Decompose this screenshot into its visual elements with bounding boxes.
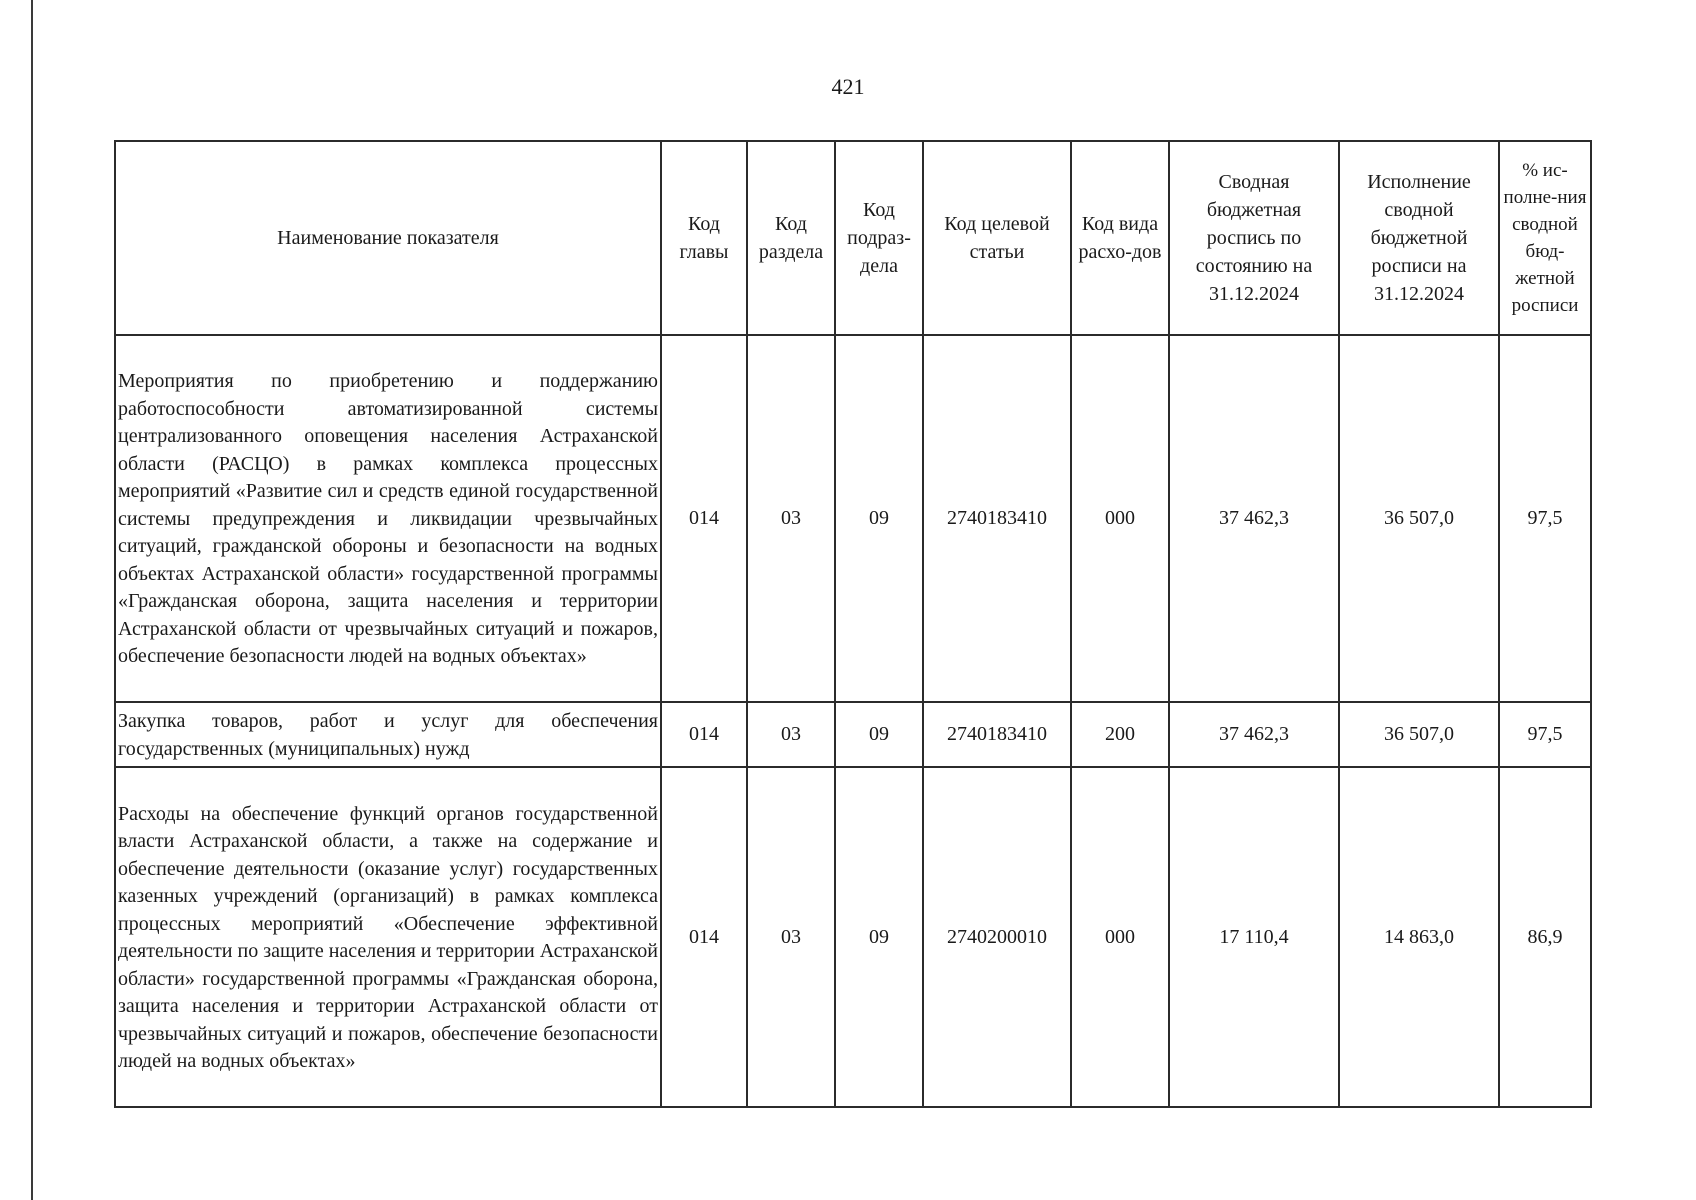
row-budget-execution: 14 863,0	[1339, 767, 1499, 1107]
row-indicator-name: Расходы на обеспечение функций органов государственной власти Астраханской области, а также на содержание и обеспечение деятельности (оказание услуг) государственных казенных учреждений (организаций) в рамках комплекса процессных мероприятий «Обеспечение эффективной деятельности по защите населения и территории Астраханской области» государственной программы «Гражданская оборона, защита населения и территории Астраханской области от чрезвычайных ситуаций и пожаров, обеспечение безопасности людей на водных объектах»	[115, 767, 661, 1107]
budget-execution-table	[114, 140, 1592, 1108]
row-expense-type-code: 200	[1071, 702, 1169, 767]
header-target-article-code: Код целевой статьи	[923, 141, 1071, 335]
table-row	[115, 702, 1591, 767]
row-chapter-code: 014	[661, 767, 747, 1107]
header-execution-percent: % ис-полне-ния сводной бюд-жетной росписи	[1499, 141, 1591, 335]
row-indicator-name: Закупка товаров, работ и услуг для обеспечения государственных (муниципальных) нужд	[115, 702, 661, 767]
row-section-code: 03	[747, 702, 835, 767]
row-execution-percent: 97,5	[1499, 335, 1591, 702]
row-subsection-code: 09	[835, 702, 923, 767]
row-budget-execution: 36 507,0	[1339, 702, 1499, 767]
header-indicator-name: Наименование показателя	[115, 141, 661, 335]
row-expense-type-code: 000	[1071, 335, 1169, 702]
row-execution-percent: 97,5	[1499, 702, 1591, 767]
header-subsection-code: Код подраз-дела	[835, 141, 923, 335]
row-chapter-code: 014	[661, 702, 747, 767]
table-header-row	[115, 141, 1591, 335]
row-budget-plan: 37 462,3	[1169, 335, 1339, 702]
header-section-code: Код раздела	[747, 141, 835, 335]
row-subsection-code: 09	[835, 335, 923, 702]
table-row	[115, 335, 1591, 702]
header-chapter-code: Код главы	[661, 141, 747, 335]
scan-edge-line	[31, 0, 33, 1200]
row-section-code: 03	[747, 767, 835, 1107]
row-chapter-code: 014	[661, 335, 747, 702]
header-budget-execution: Исполнение сводной бюджетной росписи на 31.12.2024	[1339, 141, 1499, 335]
row-execution-percent: 86,9	[1499, 767, 1591, 1107]
row-target-article-code: 2740200010	[923, 767, 1071, 1107]
row-target-article-code: 2740183410	[923, 702, 1071, 767]
row-target-article-code: 2740183410	[923, 335, 1071, 702]
row-indicator-name: Мероприятия по приобретению и поддержанию работоспособности автоматизированной системы централизованного оповещения населения Астраханской области (РАСЦО) в рамках комплекса процессных мероприятий «Развитие сил и средств единой государственной системы предупреждения и ликвидации чрезвычайных ситуаций, гражданской обороны и безопасности на водных объектах Астраханской области» государственной программы «Гражданская оборона, защита населения и территории Астраханской области от чрезвычайных ситуаций и пожаров, обеспечение безопасности людей на водных объектах»	[115, 335, 661, 702]
row-budget-plan: 37 462,3	[1169, 702, 1339, 767]
row-budget-execution: 36 507,0	[1339, 335, 1499, 702]
page-number: 421	[831, 74, 865, 99]
row-subsection-code: 09	[835, 767, 923, 1107]
row-section-code: 03	[747, 335, 835, 702]
row-expense-type-code: 000	[1071, 767, 1169, 1107]
header-budget-plan: Сводная бюджетная роспись по состоянию на 31.12.2024	[1169, 141, 1339, 335]
row-budget-plan: 17 110,4	[1169, 767, 1339, 1107]
header-expense-type-code: Код вида расхо-дов	[1071, 141, 1169, 335]
table-row	[115, 767, 1591, 1107]
